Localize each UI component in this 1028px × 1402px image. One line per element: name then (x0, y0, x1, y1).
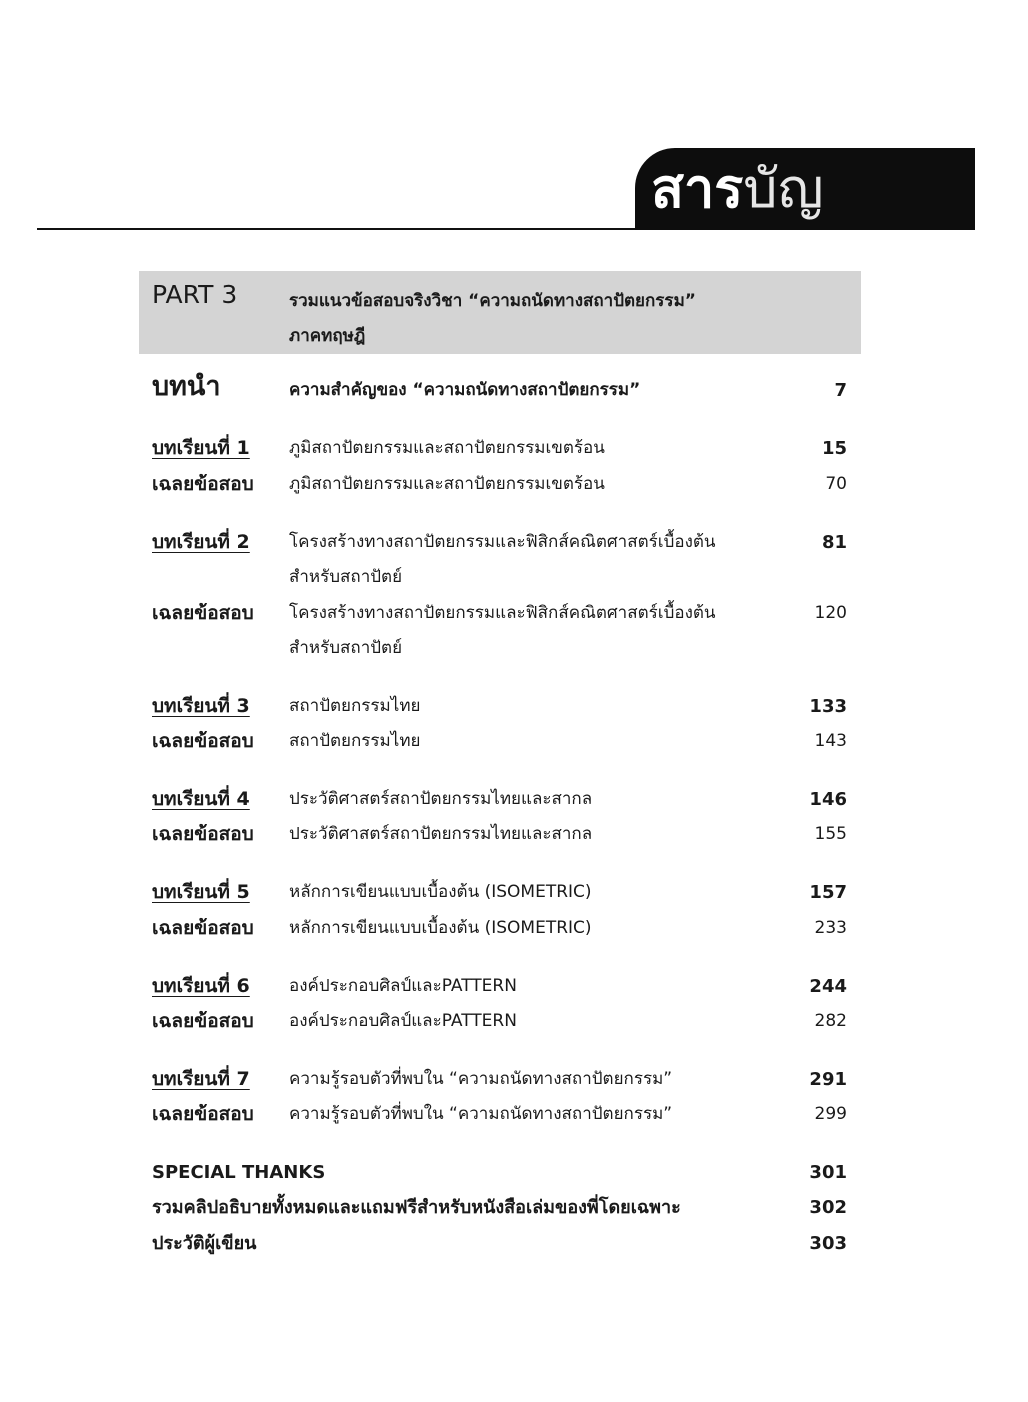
toc-extra-label: รวมคลิปอธิบายทั้งหมดและแถมฟรีสำหรับหนังสือเล่มของพี่โดยเฉพาะ (152, 1197, 681, 1218)
toc-lesson-page: 81 (821, 532, 847, 553)
toc-lesson-desc: องค์ประกอบศิลป์และPATTERN (289, 976, 517, 996)
toc-extra-page: 302 (809, 1197, 847, 1218)
toc-lesson-label: บทเรียนที่ 7 (152, 1068, 250, 1090)
toc-lesson-label: บทเรียนที่ 6 (152, 975, 250, 997)
toc-extra-page: 301 (809, 1162, 847, 1183)
page-title-bold: สาร (651, 157, 744, 220)
toc-answer-page: 120 (814, 603, 847, 623)
toc-lesson-label: บทเรียนที่ 3 (152, 695, 250, 717)
toc-answer-page: 155 (814, 824, 847, 844)
toc-extra-label: SPECIAL THANKS (152, 1162, 326, 1183)
toc-lesson-label: บทเรียนที่ 4 (152, 788, 250, 810)
toc-lesson-label: บทเรียนที่ 1 (152, 437, 250, 459)
toc-intro-desc: ความสำคัญของ “ความถนัดทางสถาปัตยกรรม” (289, 380, 641, 400)
toc-answer-label: เฉลยข้อสอบ (152, 730, 254, 752)
toc-answer-page: 299 (814, 1104, 847, 1124)
toc-lesson-label: บทเรียนที่ 5 (152, 881, 250, 903)
toc-lesson-page: 133 (809, 696, 847, 717)
toc-answer-label: เฉลยข้อสอบ (152, 602, 254, 624)
toc-answer-desc: ความรู้รอบตัวที่พบใน “ความถนัดทางสถาปัตยกรรม” (289, 1104, 673, 1124)
toc-answer-desc: ประวัติศาสตร์สถาปัตยกรรมไทยและสากล (289, 824, 593, 844)
toc-answer-desc: องค์ประกอบศิลป์และPATTERN (289, 1011, 517, 1031)
toc-lesson-page: 244 (809, 976, 847, 997)
toc-answer-label: เฉลยข้อสอบ (152, 473, 254, 495)
toc-lesson-label: บทเรียนที่ 2 (152, 531, 250, 553)
toc-answer-label: เฉลยข้อสอบ (152, 917, 254, 939)
toc-answer-desc: สถาปัตยกรรมไทย (289, 731, 421, 751)
toc-lesson-desc: ภูมิสถาปัตยกรรมและสถาปัตยกรรมเขตร้อน (289, 438, 605, 458)
toc-answer-page: 282 (814, 1011, 847, 1031)
toc-intro-label: บทนำ (152, 371, 221, 402)
part-text-line2: ภาคทฤษฎี (289, 326, 366, 346)
part-text-line1: รวมแนวข้อสอบจริงวิชา “ความถนัดทางสถาปัตยกรรม” (289, 291, 696, 311)
toc-lesson-page: 146 (809, 789, 847, 810)
toc-answer-label: เฉลยข้อสอบ (152, 823, 254, 845)
toc-lesson-desc: ความรู้รอบตัวที่พบใน “ความถนัดทางสถาปัตยกรรม” (289, 1069, 673, 1089)
part-banner (139, 271, 861, 354)
toc-lesson-desc: หลักการเขียนแบบเบื้องต้น (ISOMETRIC) (289, 882, 592, 902)
toc-answer-page: 233 (814, 918, 847, 938)
toc-extra-page: 303 (809, 1233, 847, 1254)
toc-lesson-desc: ประวัติศาสตร์สถาปัตยกรรมไทยและสากล (289, 789, 593, 809)
part-label: PART 3 (152, 280, 238, 309)
toc-lesson-desc: โครงสร้างทางสถาปัตยกรรมและฟิสิกส์คณิตศาสตร์เบื้องต้น สำหรับสถาปัตย์ (289, 532, 716, 587)
toc-lesson-page: 291 (809, 1069, 847, 1090)
header-rule (37, 228, 637, 230)
toc-lesson-page: 15 (821, 438, 847, 459)
toc-answer-desc: หลักการเขียนแบบเบื้องต้น (ISOMETRIC) (289, 918, 592, 938)
page-title (635, 148, 975, 230)
toc-answer-page: 143 (814, 731, 847, 751)
toc-answer-page: 70 (825, 474, 847, 494)
toc-answer-label: เฉลยข้อสอบ (152, 1010, 254, 1032)
toc-lesson-desc: สถาปัตยกรรมไทย (289, 696, 421, 716)
page-title-light: บัญ (743, 157, 824, 220)
toc-answer-label: เฉลยข้อสอบ (152, 1103, 254, 1125)
part-text (289, 284, 829, 354)
toc-lesson-page: 157 (809, 882, 847, 903)
toc-answer-desc: โครงสร้างทางสถาปัตยกรรมและฟิสิกส์คณิตศาสตร์เบื้องต้น สำหรับสถาปัตย์ (289, 603, 716, 658)
toc-answer-desc: ภูมิสถาปัตยกรรมและสถาปัตยกรรมเขตร้อน (289, 474, 605, 494)
toc-extra-label: ประวัติผู้เขียน (152, 1233, 257, 1254)
toc-intro-page: 7 (834, 380, 847, 401)
